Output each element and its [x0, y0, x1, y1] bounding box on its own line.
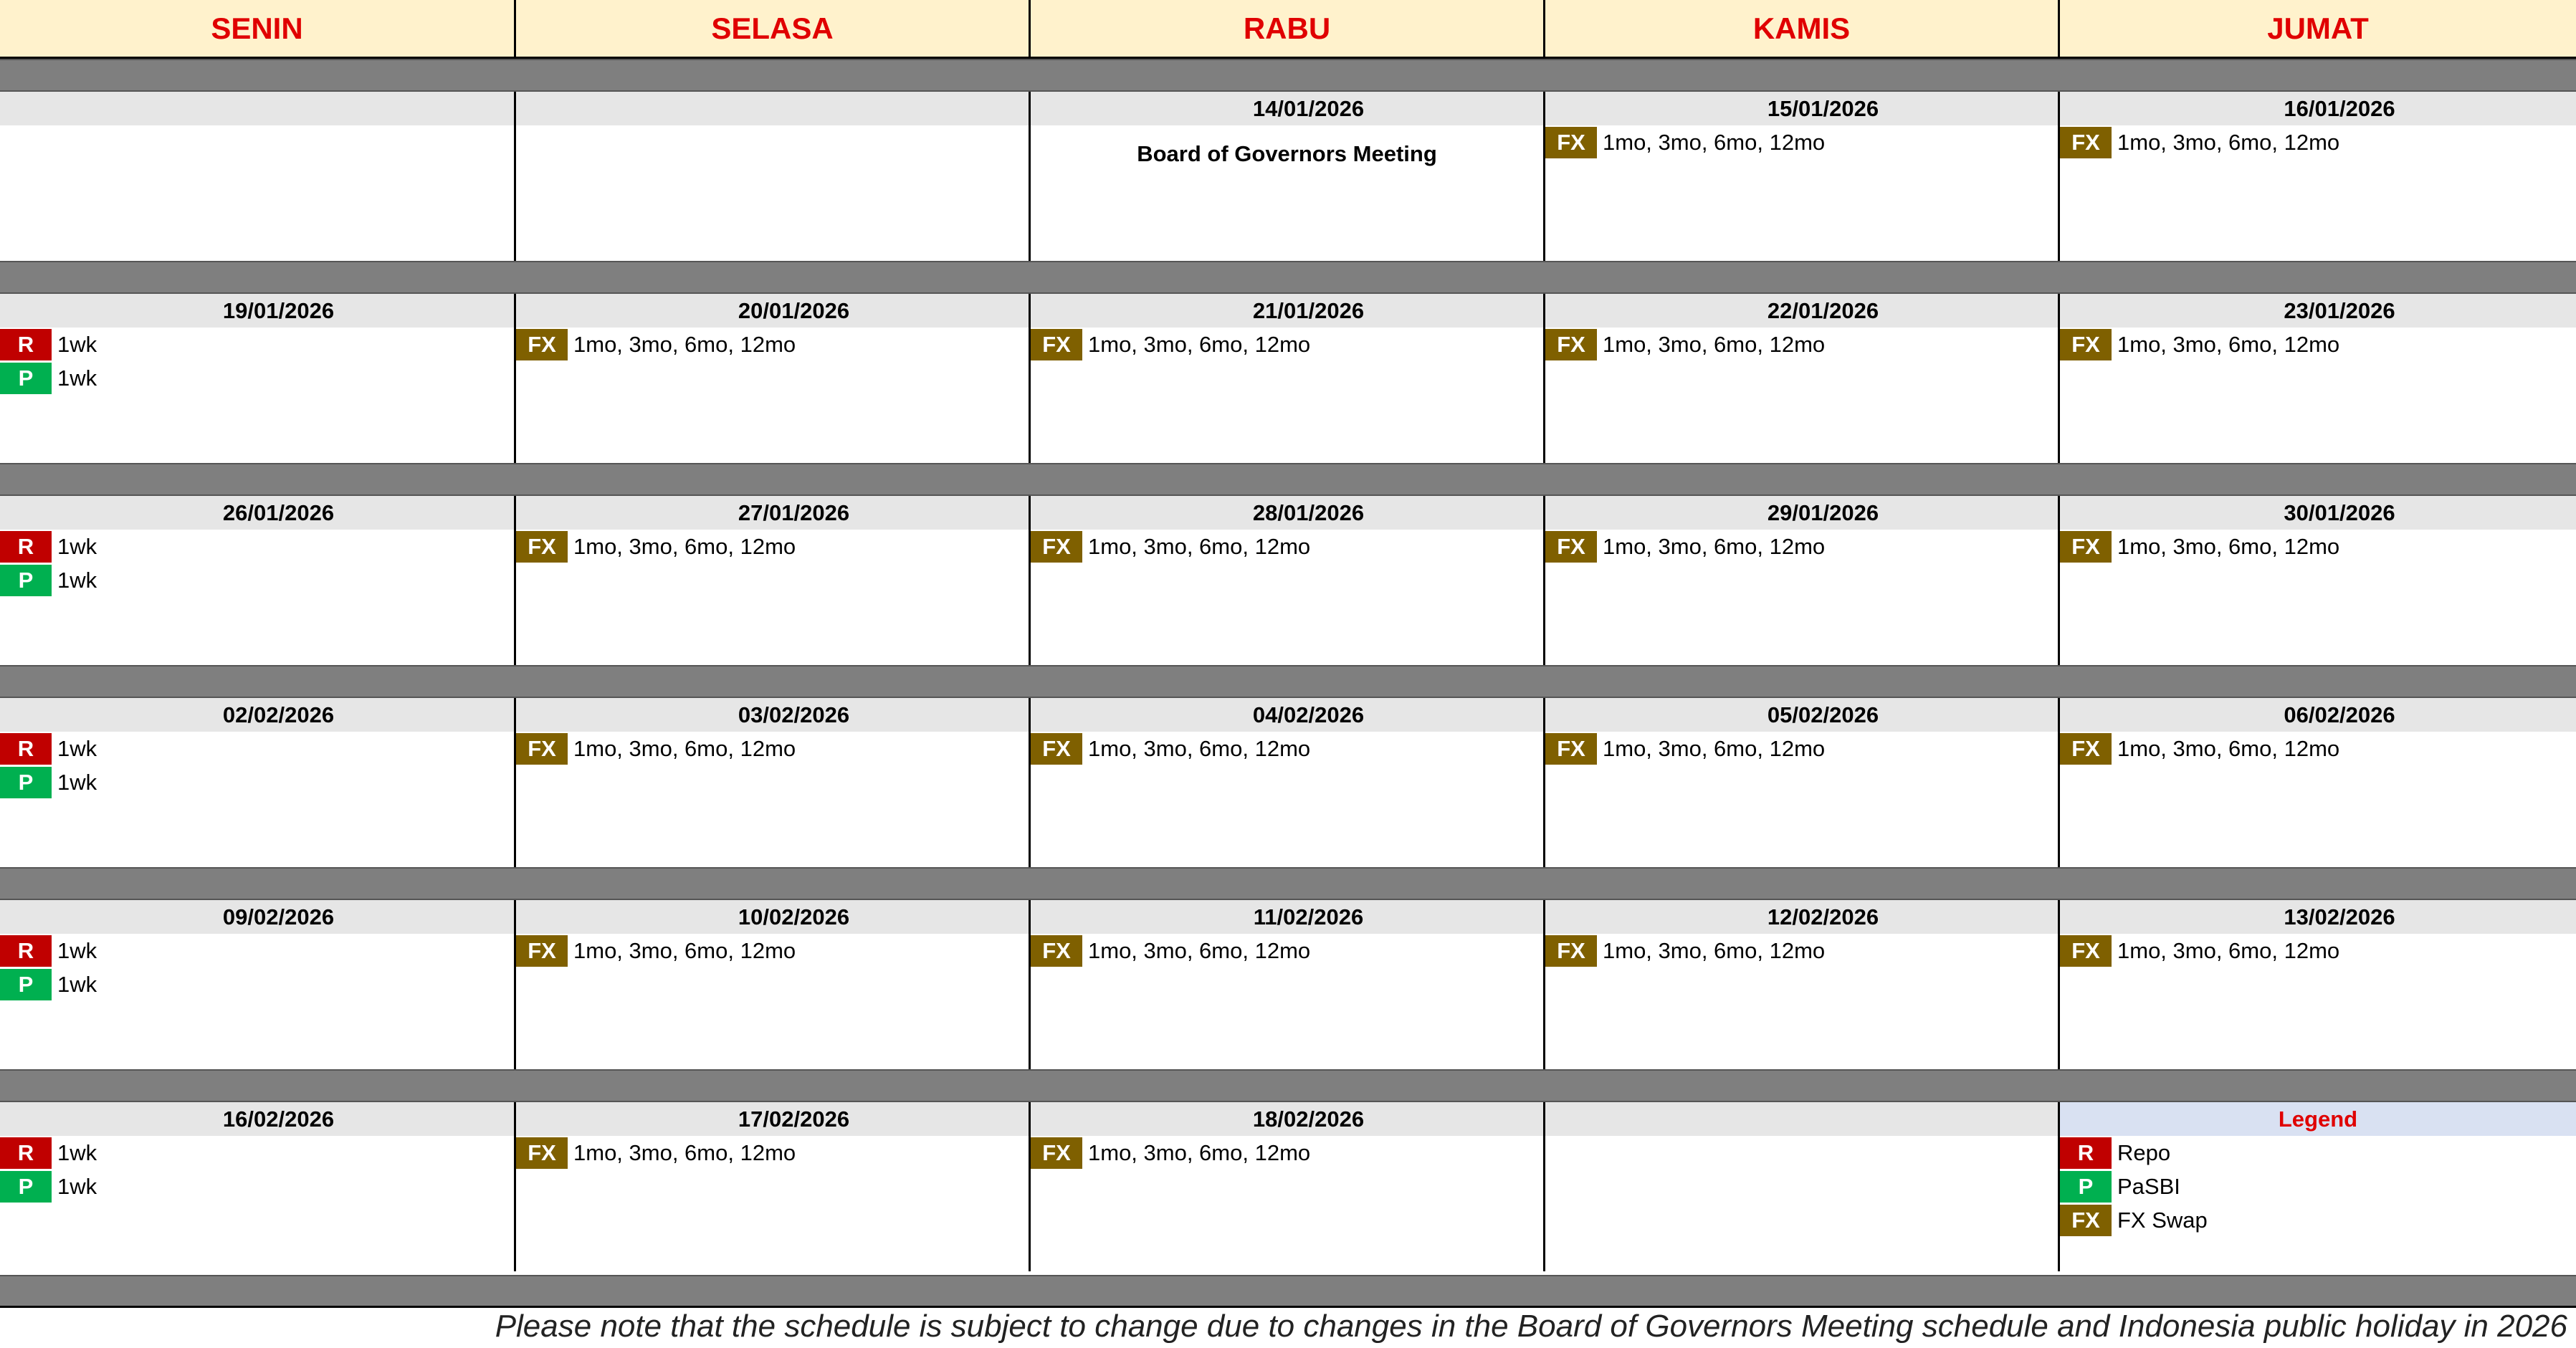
entry-tenors: 1mo, 3mo, 6mo, 12mo [1603, 533, 1826, 559]
cell-date [0, 92, 514, 125]
day-cell [1545, 698, 2060, 867]
schedule-entry [0, 328, 514, 361]
pasbi-badge: P [0, 969, 52, 1000]
day-cell [1545, 294, 2060, 463]
day-cell [516, 496, 1031, 665]
repo-badge: R [0, 329, 52, 360]
legend-label: FX Swap [2117, 1207, 2208, 1233]
entry-tenors: 1mo, 3mo, 6mo, 12mo [573, 937, 796, 963]
day-cell [0, 92, 516, 261]
entry-tenors: 1wk [57, 937, 97, 963]
legend-item [2060, 1170, 2576, 1203]
day-header-rabu: RABU [1031, 0, 1545, 57]
entry-tenors: 1wk [57, 331, 97, 357]
cell-date: 22/01/2026 [1545, 294, 2058, 328]
legend-item [2060, 1203, 2576, 1237]
cell-date: 15/01/2026 [1545, 92, 2058, 125]
legend-cell [2060, 1102, 2576, 1271]
entry-tenors: 1mo, 3mo, 6mo, 12mo [2117, 331, 2340, 357]
cell-date: 19/01/2026 [0, 294, 514, 328]
bottom-separator-bar [0, 1275, 2576, 1308]
entry-list [2060, 328, 2576, 361]
day-header-jumat: JUMAT [2267, 11, 2369, 45]
day-cell [516, 1102, 1031, 1271]
entry-tenors: 1mo, 3mo, 6mo, 12mo [2117, 129, 2340, 155]
cell-date: 23/01/2026 [2060, 294, 2576, 328]
schedule-entry [1031, 530, 1543, 563]
entry-tenors: 1wk [57, 567, 97, 593]
day-cell [1545, 92, 2060, 261]
day-cell [2060, 900, 2576, 1069]
schedule-entry [516, 328, 1029, 361]
cell-date: 13/02/2026 [2060, 900, 2576, 934]
cell-date: 29/01/2026 [1545, 496, 2058, 530]
fx-swap-badge: FX [1545, 329, 1597, 360]
cell-date: 11/02/2026 [1031, 900, 1543, 934]
day-cell [1545, 1102, 2060, 1271]
entry-tenors: 1wk [57, 971, 97, 997]
schedule-entry [0, 1170, 514, 1203]
fx-swap-badge: FX [2060, 127, 2112, 158]
fx-swap-badge: FX [516, 935, 568, 967]
entry-tenors: 1mo, 3mo, 6mo, 12mo [1603, 331, 1826, 357]
cell-date [516, 92, 1029, 125]
day-cell [0, 294, 516, 463]
entry-tenors: 1mo, 3mo, 6mo, 12mo [1603, 937, 1826, 963]
entry-tenors: 1mo, 3mo, 6mo, 12mo [573, 331, 796, 357]
repo-badge: R [0, 1137, 52, 1169]
fx-swap-badge: FX [1031, 1137, 1082, 1169]
day-cell [1031, 92, 1545, 261]
week-row [0, 1069, 2576, 1271]
fx-swap-badge: FX [1545, 733, 1597, 765]
cell-date: 09/02/2026 [0, 900, 514, 934]
day-cell [1031, 900, 1545, 1069]
pasbi-badge: P [0, 363, 52, 394]
cell-date: 18/02/2026 [1031, 1102, 1543, 1136]
entry-list [1031, 530, 1543, 563]
cell-date: 06/02/2026 [2060, 698, 2576, 732]
schedule-entry [516, 934, 1029, 967]
schedule-entry [1031, 328, 1543, 361]
entry-list [1545, 328, 2058, 361]
fx-swap-badge: FX [2060, 1205, 2112, 1236]
entry-tenors: 1wk [57, 735, 97, 761]
entry-tenors: 1wk [57, 1139, 97, 1165]
schedule-entry [2060, 125, 2576, 159]
day-cell [1545, 900, 2060, 1069]
week-row [0, 463, 2576, 665]
fx-swap-badge: FX [1031, 733, 1082, 765]
day-cell [516, 698, 1031, 867]
schedule-entry [0, 765, 514, 799]
entry-tenors: 1wk [57, 1173, 97, 1199]
fx-swap-badge: FX [1031, 531, 1082, 563]
entry-tenors: 1mo, 3mo, 6mo, 12mo [2117, 735, 2340, 761]
weekday-header-row [0, 0, 2576, 59]
cell-date: 05/02/2026 [1545, 698, 2058, 732]
pasbi-badge: P [2060, 1171, 2112, 1203]
entry-tenors: 1mo, 3mo, 6mo, 12mo [573, 533, 796, 559]
fx-swap-badge: FX [516, 329, 568, 360]
entry-list [1031, 934, 1543, 967]
day-cell [1031, 496, 1545, 665]
entry-list [0, 732, 514, 799]
legend-item [2060, 1136, 2576, 1170]
cell-date: 16/02/2026 [0, 1102, 514, 1136]
fx-swap-badge: FX [2060, 935, 2112, 967]
entry-tenors: 1mo, 3mo, 6mo, 12mo [1088, 937, 1311, 963]
entry-tenors: 1mo, 3mo, 6mo, 12mo [1603, 129, 1826, 155]
entry-tenors: 1mo, 3mo, 6mo, 12mo [1603, 735, 1826, 761]
entry-tenors: 1mo, 3mo, 6mo, 12mo [1088, 533, 1311, 559]
repo-badge: R [0, 935, 52, 967]
event-label: Board of Governors Meeting [1137, 141, 1437, 166]
schedule-entry [1545, 328, 2058, 361]
entry-list [516, 1136, 1029, 1170]
entry-list [0, 1136, 514, 1203]
fx-swap-badge: FX [2060, 531, 2112, 563]
schedule-entry [0, 1136, 514, 1170]
entry-list [0, 328, 514, 395]
fx-swap-badge: FX [1545, 127, 1597, 158]
entry-list [516, 732, 1029, 765]
schedule-entry [0, 530, 514, 563]
entry-list [0, 934, 514, 1001]
fx-swap-badge: FX [2060, 329, 2112, 360]
schedule-entry [0, 563, 514, 597]
cell-date: 20/01/2026 [516, 294, 1029, 328]
week-row [0, 867, 2576, 1069]
fx-swap-badge: FX [2060, 733, 2112, 765]
entry-list [2060, 530, 2576, 563]
day-cell [1031, 698, 1545, 867]
day-cell [2060, 92, 2576, 261]
day-cell [516, 294, 1031, 463]
day-cell [0, 1102, 516, 1271]
repo-badge: R [0, 531, 52, 563]
fx-swap-badge: FX [516, 1137, 568, 1169]
fx-swap-badge: FX [1545, 531, 1597, 563]
fx-swap-badge: FX [1031, 935, 1082, 967]
week-row [0, 665, 2576, 867]
cell-date: 26/01/2026 [0, 496, 514, 530]
day-header-senin: SENIN [0, 0, 516, 57]
entry-list [516, 934, 1029, 967]
cell-date: 02/02/2026 [0, 698, 514, 732]
schedule-entry [1545, 934, 2058, 967]
entry-list [1545, 732, 2058, 765]
schedule-entry [0, 934, 514, 967]
schedule-entry [2060, 328, 2576, 361]
entry-list [1545, 125, 2058, 159]
fx-swap-badge: FX [516, 531, 568, 563]
fx-swap-badge: FX [1545, 935, 1597, 967]
schedule-entry [1545, 732, 2058, 765]
schedule-entry [0, 732, 514, 765]
legend-list [2060, 1136, 2576, 1237]
cell-date: 12/02/2026 [1545, 900, 2058, 934]
entry-tenors: 1mo, 3mo, 6mo, 12mo [573, 1139, 796, 1165]
entry-tenors: 1mo, 3mo, 6mo, 12mo [2117, 533, 2340, 559]
cell-date: 17/02/2026 [516, 1102, 1029, 1136]
cell-date: 21/01/2026 [1031, 294, 1543, 328]
day-header-selasa: SELASA [516, 0, 1031, 57]
entry-tenors: 1mo, 3mo, 6mo, 12mo [2117, 937, 2340, 963]
day-cell [516, 900, 1031, 1069]
entry-list [516, 328, 1029, 361]
week-row [0, 59, 2576, 261]
entry-list [516, 530, 1029, 563]
pasbi-badge: P [0, 767, 52, 798]
schedule-entry [1031, 732, 1543, 765]
legend-label: PaSBI [2117, 1173, 2180, 1199]
cell-date: 04/02/2026 [1031, 698, 1543, 732]
entry-list [1031, 328, 1543, 361]
entry-list [1031, 1136, 1543, 1170]
day-cell [2060, 496, 2576, 665]
cell-date: 16/01/2026 [2060, 92, 2576, 125]
schedule-entry [1545, 125, 2058, 159]
week-row [0, 261, 2576, 463]
entry-list [2060, 125, 2576, 159]
repo-badge: R [0, 733, 52, 765]
cell-date: 10/02/2026 [516, 900, 1029, 934]
day-header-kamis: KAMIS [1545, 0, 2060, 57]
entry-list [1545, 530, 2058, 563]
legend-title: Legend [2060, 1102, 2576, 1136]
schedule-entry [1031, 1136, 1543, 1170]
day-cell [2060, 294, 2576, 463]
entry-tenors: 1mo, 3mo, 6mo, 12mo [1088, 1139, 1311, 1165]
schedule-entry [516, 530, 1029, 563]
repo-badge: R [2060, 1137, 2112, 1169]
schedule-entry [1031, 934, 1543, 967]
entry-tenors: 1mo, 3mo, 6mo, 12mo [1088, 331, 1311, 357]
cell-date: 30/01/2026 [2060, 496, 2576, 530]
schedule-entry [516, 1136, 1029, 1170]
entry-list [0, 530, 514, 597]
schedule-entry [516, 732, 1029, 765]
day-cell [1031, 1102, 1545, 1271]
entry-tenors: 1mo, 3mo, 6mo, 12mo [1088, 735, 1311, 761]
schedule-footnote: Please note that the schedule is subject to change due to changes in the Board of Governors Meeting schedule and Indonesia public holiday in 2026 [495, 1309, 2567, 1344]
day-cell [1545, 496, 2060, 665]
fx-swap-badge: FX [1031, 329, 1082, 360]
cell-date: 03/02/2026 [516, 698, 1029, 732]
schedule-entry [2060, 934, 2576, 967]
schedule-entry [1545, 530, 2058, 563]
day-cell [0, 698, 516, 867]
entry-list [1545, 934, 2058, 967]
cell-date: 14/01/2026 [1031, 92, 1543, 125]
entry-list [1031, 732, 1543, 765]
entry-tenors: 1wk [57, 533, 97, 559]
cell-date [1545, 1102, 2058, 1136]
pasbi-badge: P [0, 1171, 52, 1203]
day-cell [1031, 294, 1545, 463]
day-cell [0, 496, 516, 665]
legend-label: Repo [2117, 1139, 2171, 1165]
fx-swap-badge: FX [516, 733, 568, 765]
schedule-entry [0, 361, 514, 395]
cell-date: 28/01/2026 [1031, 496, 1543, 530]
entry-tenors: 1wk [57, 365, 97, 391]
entry-tenors: 1wk [57, 769, 97, 795]
schedule-entry [0, 967, 514, 1001]
entry-list [2060, 934, 2576, 967]
schedule-entry [2060, 530, 2576, 563]
day-cell [0, 900, 516, 1069]
cell-date: 27/01/2026 [516, 496, 1029, 530]
entry-list [2060, 732, 2576, 765]
pasbi-badge: P [0, 565, 52, 596]
day-cell [2060, 698, 2576, 867]
schedule-entry [2060, 732, 2576, 765]
day-cell [516, 92, 1031, 261]
entry-tenors: 1mo, 3mo, 6mo, 12mo [573, 735, 796, 761]
